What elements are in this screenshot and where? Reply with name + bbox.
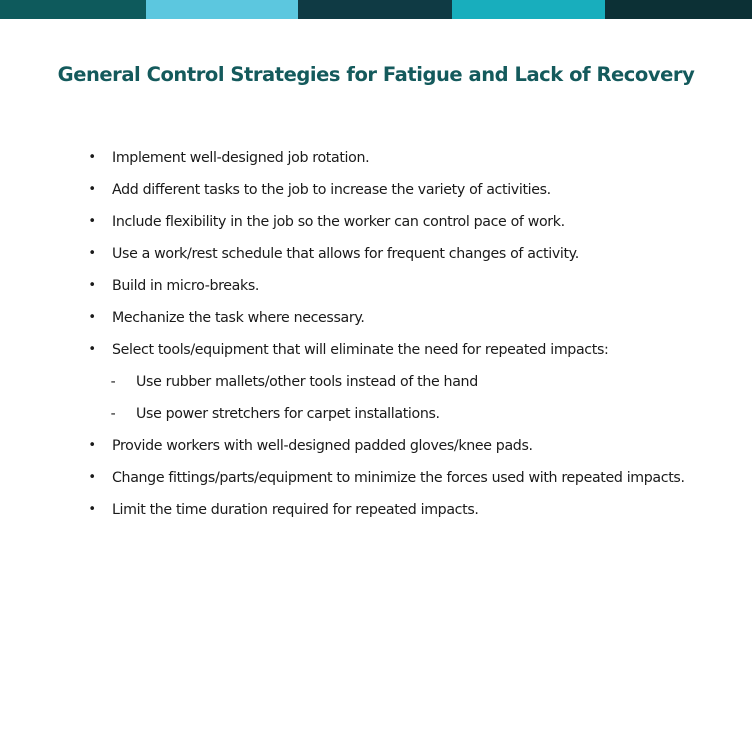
band-segment: [452, 0, 605, 19]
sub-list-item-text: Use power stretchers for carpet installations.: [136, 406, 440, 422]
bullet-marker: •: [88, 150, 96, 165]
list-item-text: Build in micro-breaks.: [112, 278, 260, 294]
list-item-text: Limit the time duration required for repeated impacts.: [112, 502, 479, 518]
header-color-band: [0, 0, 752, 19]
list-item-text: Select tools/equipment that will eliminate the need for repeated impacts:: [112, 342, 609, 358]
list-item: [0, 302, 752, 334]
sub-list-item-text: Use rubber mallets/other tools instead of the hand: [136, 374, 478, 390]
list-item: [0, 494, 752, 526]
list-item-text: Provide workers with well-designed padded gloves/knee pads.: [112, 438, 533, 454]
list-item: [0, 334, 752, 366]
bullet-marker: •: [88, 182, 96, 197]
bullet-marker: •: [88, 470, 96, 485]
list-item-text: Use a work/rest schedule that allows for frequent changes of activity.: [112, 246, 579, 262]
list-item-text: Implement well-designed job rotation.: [112, 150, 370, 166]
bullet-marker: •: [88, 438, 96, 453]
list-item: [0, 174, 752, 206]
sub-list-item: [0, 366, 752, 398]
list-item: [0, 430, 752, 462]
list-item: [0, 238, 752, 270]
list-item-text: Change fittings/parts/equipment to minimize the forces used with repeated impacts.: [112, 470, 685, 486]
sub-list-item: [0, 398, 752, 430]
list-item: [0, 142, 752, 174]
bullet-marker: •: [88, 246, 96, 261]
bullet-marker: •: [88, 278, 96, 293]
page-title: General Control Strategies for Fatigue and Lack of Recovery: [57, 63, 695, 86]
list-item: [0, 206, 752, 238]
list-item: [0, 462, 752, 494]
list-item-text: Add different tasks to the job to increase the variety of activities.: [112, 182, 551, 198]
bullet-marker: •: [88, 310, 96, 325]
dash-marker: -: [110, 374, 116, 390]
list-item-text: Mechanize the task where necessary.: [112, 310, 365, 326]
strategy-list: [0, 142, 752, 526]
band-segment: [605, 0, 752, 19]
band-segment: [0, 0, 146, 19]
band-segment: [298, 0, 452, 19]
list-item: [0, 270, 752, 302]
bullet-marker: •: [88, 502, 96, 517]
band-segment: [146, 0, 298, 19]
list-item-text: Include flexibility in the job so the worker can control pace of work.: [112, 214, 565, 230]
dash-marker: -: [110, 406, 116, 422]
bullet-marker: •: [88, 214, 96, 229]
bullet-marker: •: [88, 342, 96, 357]
